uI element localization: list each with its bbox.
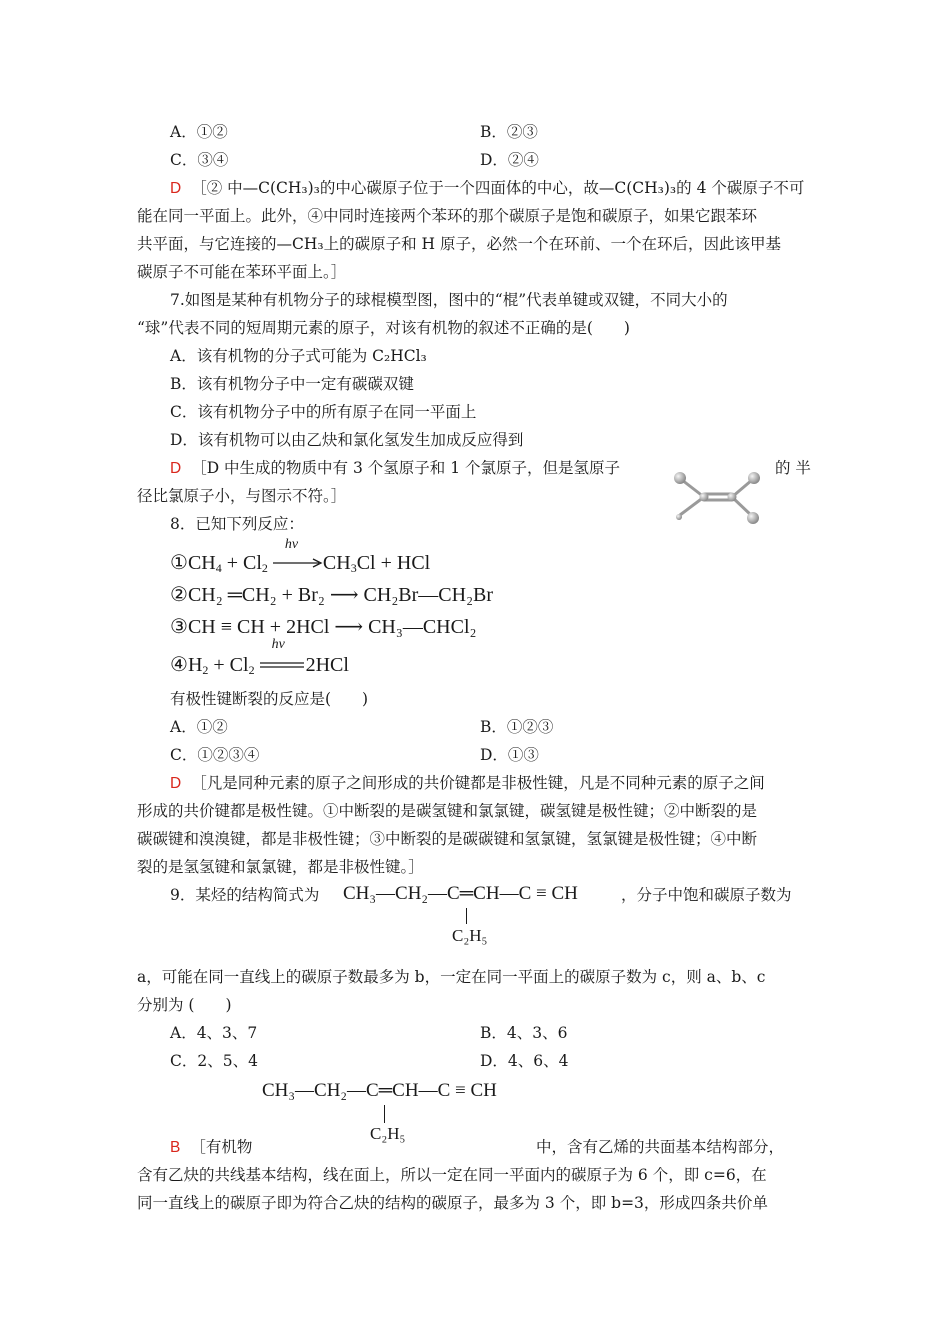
q7-explanation-line: D ［D 中生成的物质中有 3 个氢原子和 1 个氯原子，但是氢原子 [170, 459, 620, 477]
q7-answer: D [170, 460, 182, 477]
branch-bond [384, 1105, 385, 1123]
q7-option-a: A．该有机物的分子式可能为 C₂HCl₃ [170, 347, 427, 365]
q8-explanation-line: D ［凡是同种元素的原子之间形成的共价键都是非极性键，凡是不同种元素的原子之间 [170, 774, 765, 792]
q7-explanation-line: 径比氯原子小，与图示不符。］ [137, 487, 347, 505]
q6-option-b: B．②③ [480, 123, 538, 141]
q8-explanation-line: 裂的是氢氢键和氯氯键，都是非极性键。］ [137, 858, 424, 876]
q7-option-b: B．该有机物分子中一定有碳碳双键 [170, 375, 414, 393]
q7-stem: “球”代表不同的短周期元素的原子，对该有机物的叙述不正确的是( ) [137, 319, 630, 337]
q9-option-c: C．2、5、4 [170, 1052, 258, 1070]
q8-option-a: A．①② [170, 718, 228, 736]
q9-stem: 9．某烃的结构简式为 [170, 886, 320, 904]
q9-option-b: B．4、3、6 [480, 1024, 568, 1042]
q7-option-c: C．该有机物分子中的所有原子在同一平面上 [170, 403, 477, 421]
q9-branch: C₂H₅ [370, 1124, 406, 1143]
q7-explanation-tail: 的 半 [775, 459, 811, 477]
chlorine-atom [748, 472, 760, 484]
reaction-3: ③CH ≡ CH + 2HCl ⟶ CH₃—CHCl₂ [170, 616, 477, 638]
q8-option-b: B．①②③ [480, 718, 554, 736]
q9-explanation-line: B ［有机物 [170, 1138, 253, 1156]
chlorine-atom [674, 472, 686, 484]
q8-stem: 8．已知下列反应： [170, 515, 304, 533]
reaction-4: $④H_2 + Cl_2$ hν 2HCl [170, 637, 349, 677]
q6-answer: D [170, 180, 182, 197]
q9-branch: C₂H₅ [452, 926, 488, 945]
q8-question: 有极性键断裂的反应是( ) [170, 690, 369, 708]
q9-explanation-tail: 中，含有乙烯的共面基本结构部分， [536, 1138, 785, 1156]
q8-explanation-line: 形成的共价键都是极性键。①中断裂的是碳氢键和氯氯键，碳氢键是极性键；②中断裂的是 [137, 802, 758, 820]
q9-option-a: A．4、3、7 [170, 1024, 258, 1042]
reaction-2: ②CH₂ ═CH₂ + Br₂ ⟶ CH₂Br—CH₂Br [170, 584, 494, 606]
q7-option-d: D．该有机物可以由乙炔和氯化氢发生加成反应得到 [170, 431, 524, 449]
q6-option-c: C．③④ [170, 151, 229, 169]
q9-structure: CH₃—CH₂—C═CH—C ≡ CH [343, 883, 578, 904]
q7-stem: 7.如图是某种有机物分子的球棍模型图，图中的“棍”代表单键或双键，不同大小的 [170, 291, 728, 309]
q8-option-d: D．①③ [480, 746, 539, 764]
q8-option-c: C．①②③④ [170, 746, 260, 764]
q9-stem-tail: ，分子中饱和碳原子数为 [621, 886, 792, 904]
branch-bond [466, 908, 467, 924]
q6-option-a: A．①② [170, 123, 228, 141]
carbon-atom [700, 493, 709, 502]
q9-stem: a，可能在同一直线上的碳原子数最多为 b，一定在同一平面上的碳原子数为 c，则 a、b、c [137, 968, 766, 986]
reaction-1: $①CH_4 + Cl_2$ hν $CH_3Cl$ + HCl [170, 537, 431, 575]
q9-stem: 分别为 ( ) [137, 996, 232, 1014]
q8-answer: D [170, 775, 182, 792]
carbon-atom [728, 493, 737, 502]
q6-explanation-line: 能在同一平面上。此外，④中同时连接两个苯环的那个碳原子是饱和碳原子，如果它跟苯环 [137, 207, 758, 225]
q6-option-d: D．②④ [480, 151, 539, 169]
q8-explanation-line: 碳碳键和溴溴键，都是非极性键；③中断裂的是碳碳键和氢氯键，氢氯键是极性键；④中断 [137, 830, 758, 848]
q9-answer: B [170, 1139, 181, 1156]
q9-option-d: D．4、6、4 [480, 1052, 569, 1070]
q6-explanation-line: D ［② 中—C(CH₃)₃的中心碳原子位于一个四面体的中心，故—C(CH₃)₃的 4 个碳原子不可 [170, 179, 805, 197]
q6-explanation-line: 共平面，与它连接的—CH₃上的碳原子和 H 原子，必然一个在环前、一个在环后，因此该甲基 [137, 235, 781, 253]
q6-explanation-line: 碳原子不可能在苯环平面上。］ [137, 263, 347, 281]
q9-explanation-line: 同一直线上的碳原子即为符合乙炔的结构的碳原子，最多为 3 个，即 b=3，形成四条共价单 [137, 1194, 768, 1212]
q9-explanation-line: 含有乙炔的共线基本结构，线在面上，所以一定在同一平面内的碳原子为 6 个，即 c=6，在 [137, 1166, 767, 1184]
q9-structure: CH₃—CH₂—C═CH—C ≡ CH [262, 1080, 497, 1101]
